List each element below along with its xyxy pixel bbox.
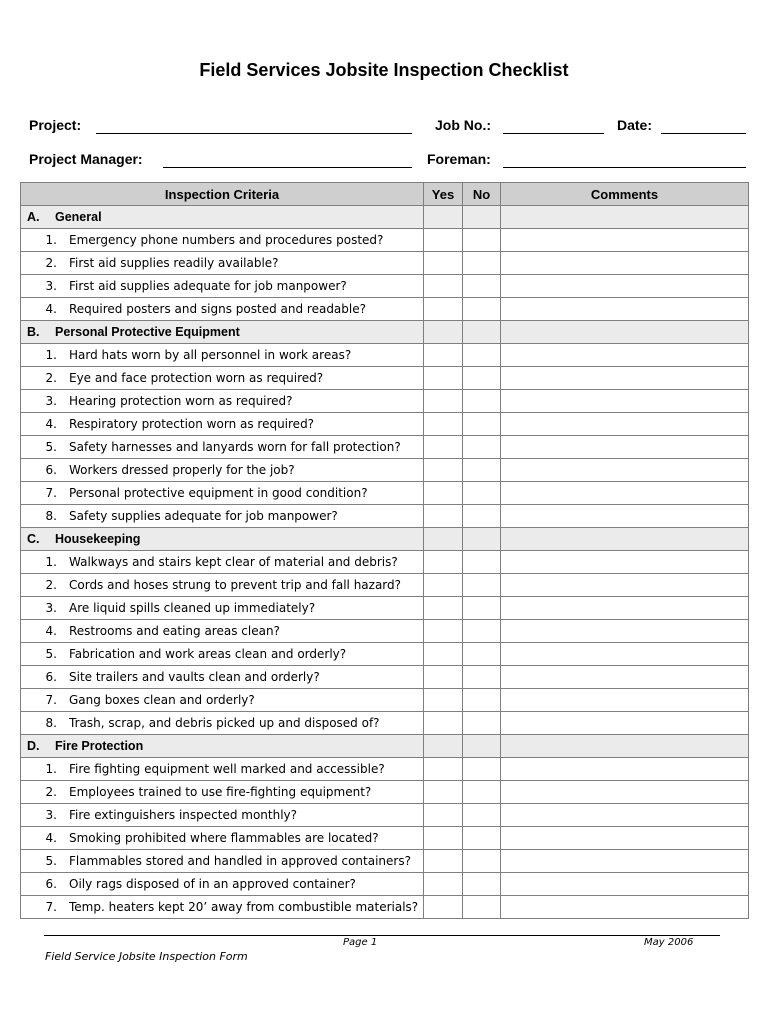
job-no-field[interactable] [503, 133, 604, 134]
section-letter: D. [27, 739, 40, 753]
item-number: 6. [45, 670, 57, 684]
item-number: 1. [45, 233, 57, 247]
criteria-cell [21, 666, 424, 689]
table-row [21, 390, 749, 413]
yes-checkbox-cell[interactable] [424, 459, 463, 482]
table-row [21, 367, 749, 390]
criteria-cell [21, 413, 424, 436]
comments-cell[interactable] [501, 459, 749, 482]
yes-checkbox-cell[interactable] [424, 367, 463, 390]
comments-cell[interactable] [501, 689, 749, 712]
section-name: Fire Protection [55, 739, 144, 753]
criteria-cell [21, 873, 424, 896]
criteria-cell [21, 620, 424, 643]
criteria-cell [21, 804, 424, 827]
table-row [21, 459, 749, 482]
item-number: 8. [45, 509, 57, 523]
section-name: General [55, 210, 102, 224]
item-number: 3. [45, 394, 57, 408]
comments-cell[interactable] [501, 298, 749, 321]
table-row [21, 482, 749, 505]
comments-cell[interactable] [501, 643, 749, 666]
table-header-row [21, 183, 749, 206]
criteria-cell [21, 390, 424, 413]
item-number: 6. [45, 877, 57, 891]
date-label: Date: [617, 117, 653, 133]
project-field[interactable] [96, 133, 412, 134]
table-row [21, 620, 749, 643]
comments-cell[interactable] [501, 367, 749, 390]
item-number: 2. [45, 578, 57, 592]
foreman-label: Foreman: [427, 151, 491, 167]
item-text: Hard hats worn by all personnel in work areas? [69, 348, 352, 362]
criteria-cell [21, 712, 424, 735]
no-checkbox-cell[interactable] [463, 344, 501, 367]
criteria-cell [21, 482, 424, 505]
section-no-cell [463, 206, 501, 229]
item-text: Personal protective equipment in good condition? [69, 486, 368, 500]
comments-cell[interactable] [501, 482, 749, 505]
inspection-table [20, 182, 749, 919]
no-checkbox-cell[interactable] [463, 850, 501, 873]
section-heading [21, 206, 424, 229]
item-number: 3. [45, 601, 57, 615]
section-row [21, 321, 749, 344]
table-row [21, 758, 749, 781]
item-text: Workers dressed properly for the job? [69, 463, 295, 477]
no-checkbox-cell[interactable] [463, 459, 501, 482]
no-checkbox-cell[interactable] [463, 436, 501, 459]
section-yes-cell [424, 735, 463, 758]
item-text: Trash, scrap, and debris picked up and disposed of? [69, 716, 380, 730]
page-title: Field Services Jobsite Inspection Checklist [199, 60, 569, 80]
section-row [21, 206, 749, 229]
table-row [21, 597, 749, 620]
criteria-cell [21, 505, 424, 528]
section-yes-cell [424, 528, 463, 551]
criteria-cell [21, 252, 424, 275]
criteria-cell [21, 643, 424, 666]
section-name: Housekeeping [55, 532, 141, 546]
section-letter: A. [27, 210, 40, 224]
footer-date: May 2006 [644, 937, 694, 948]
yes-checkbox-cell[interactable] [424, 298, 463, 321]
section-comments-cell [501, 528, 749, 551]
item-number: 1. [45, 555, 57, 569]
yes-checkbox-cell[interactable] [424, 712, 463, 735]
no-checkbox-cell[interactable] [463, 620, 501, 643]
no-checkbox-cell[interactable] [463, 643, 501, 666]
item-text: Fire fighting equipment well marked and accessible? [69, 762, 385, 776]
table-row [21, 689, 749, 712]
item-text: Temp. heaters kept 20’ away from combustible materials? [69, 900, 419, 914]
table-row [21, 505, 749, 528]
criteria-cell [21, 896, 424, 919]
section-row [21, 528, 749, 551]
table-row [21, 344, 749, 367]
item-number: 7. [45, 486, 57, 500]
no-checkbox-cell[interactable] [463, 551, 501, 574]
section-row [21, 735, 749, 758]
criteria-cell [21, 459, 424, 482]
item-text: First aid supplies adequate for job manpower? [69, 279, 347, 293]
item-text: First aid supplies readily available? [69, 256, 279, 270]
table-row [21, 413, 749, 436]
criteria-cell [21, 367, 424, 390]
table-row [21, 873, 749, 896]
comments-cell[interactable] [501, 574, 749, 597]
yes-checkbox-cell[interactable] [424, 252, 463, 275]
criteria-cell [21, 436, 424, 459]
comments-cell[interactable] [501, 275, 749, 298]
table-row [21, 804, 749, 827]
comments-cell[interactable] [501, 712, 749, 735]
yes-checkbox-cell[interactable] [424, 597, 463, 620]
item-text: Emergency phone numbers and procedures posted? [69, 233, 384, 247]
criteria-cell [21, 850, 424, 873]
item-number: 5. [45, 647, 57, 661]
table-row [21, 298, 749, 321]
table-row [21, 850, 749, 873]
yes-checkbox-cell[interactable] [424, 689, 463, 712]
item-text: Fire extinguishers inspected monthly? [69, 808, 298, 822]
no-checkbox-cell[interactable] [463, 229, 501, 252]
comments-cell[interactable] [501, 896, 749, 919]
comments-cell[interactable] [501, 620, 749, 643]
yes-checkbox-cell[interactable] [424, 666, 463, 689]
no-checkbox-cell[interactable] [463, 413, 501, 436]
item-text: Safety harnesses and lanyards worn for fall protection? [69, 440, 401, 454]
yes-checkbox-cell[interactable] [424, 436, 463, 459]
item-number: 8. [45, 716, 57, 730]
date-field[interactable] [661, 133, 746, 134]
header-yes: Yes [424, 183, 463, 206]
project-manager-field[interactable] [163, 167, 412, 168]
yes-checkbox-cell[interactable] [424, 482, 463, 505]
comments-cell[interactable] [501, 666, 749, 689]
item-number: 4. [45, 417, 57, 431]
section-no-cell [463, 321, 501, 344]
criteria-cell [21, 827, 424, 850]
item-number: 6. [45, 463, 57, 477]
item-text: Cords and hoses strung to prevent trip and fall hazard? [69, 578, 402, 592]
section-no-cell [463, 735, 501, 758]
yes-checkbox-cell[interactable] [424, 390, 463, 413]
table-row [21, 252, 749, 275]
section-yes-cell [424, 321, 463, 344]
comments-cell[interactable] [501, 390, 749, 413]
no-checkbox-cell[interactable] [463, 275, 501, 298]
comments-cell[interactable] [501, 781, 749, 804]
comments-cell[interactable] [501, 413, 749, 436]
item-number: 4. [45, 302, 57, 316]
item-text: Safety supplies adequate for job manpower? [69, 509, 338, 523]
item-text: Required posters and signs posted and readable? [69, 302, 366, 316]
no-checkbox-cell[interactable] [463, 666, 501, 689]
no-checkbox-cell[interactable] [463, 689, 501, 712]
yes-checkbox-cell[interactable] [424, 850, 463, 873]
job-no-label: Job No.: [435, 117, 491, 133]
yes-checkbox-cell[interactable] [424, 781, 463, 804]
criteria-cell [21, 344, 424, 367]
no-checkbox-cell[interactable] [463, 298, 501, 321]
section-letter: B. [27, 325, 40, 339]
footer-form-name: Field Service Jobsite Inspection Form [45, 950, 248, 963]
yes-checkbox-cell[interactable] [424, 505, 463, 528]
item-text: Respiratory protection worn as required? [69, 417, 315, 431]
table-row [21, 666, 749, 689]
section-name: Personal Protective Equipment [55, 325, 240, 339]
item-text: Fabrication and work areas clean and orderly? [69, 647, 347, 661]
criteria-cell [21, 781, 424, 804]
item-number: 1. [45, 762, 57, 776]
item-text: Are liquid spills cleaned up immediately? [69, 601, 316, 615]
yes-checkbox-cell[interactable] [424, 643, 463, 666]
table-row [21, 436, 749, 459]
section-comments-cell [501, 735, 749, 758]
criteria-cell [21, 597, 424, 620]
no-checkbox-cell[interactable] [463, 712, 501, 735]
item-text: Oily rags disposed of in an approved container? [69, 877, 356, 891]
comments-cell[interactable] [501, 597, 749, 620]
checklist-body [21, 206, 749, 919]
section-heading [21, 735, 424, 758]
table-row [21, 781, 749, 804]
item-text: Gang boxes clean and orderly? [69, 693, 255, 707]
no-checkbox-cell[interactable] [463, 827, 501, 850]
comments-cell[interactable] [501, 827, 749, 850]
header-comments: Comments [501, 183, 749, 206]
no-checkbox-cell[interactable] [463, 804, 501, 827]
yes-checkbox-cell[interactable] [424, 344, 463, 367]
footer-page: Page 1 [343, 937, 378, 948]
table-row [21, 551, 749, 574]
item-number: 2. [45, 371, 57, 385]
yes-checkbox-cell[interactable] [424, 229, 463, 252]
comments-cell[interactable] [501, 551, 749, 574]
footer-divider [44, 935, 720, 936]
criteria-cell [21, 758, 424, 781]
no-checkbox-cell[interactable] [463, 896, 501, 919]
yes-checkbox-cell[interactable] [424, 275, 463, 298]
yes-checkbox-cell[interactable] [424, 896, 463, 919]
item-number: 5. [45, 854, 57, 868]
criteria-cell [21, 275, 424, 298]
no-checkbox-cell[interactable] [463, 390, 501, 413]
item-number: 4. [45, 831, 57, 845]
table-row [21, 896, 749, 919]
criteria-cell [21, 551, 424, 574]
item-text: Restrooms and eating areas clean? [69, 624, 280, 638]
project-label: Project: [29, 117, 82, 133]
item-number: 7. [45, 693, 57, 707]
item-text: Site trailers and vaults clean and orderly? [69, 670, 320, 684]
yes-checkbox-cell[interactable] [424, 873, 463, 896]
table-row [21, 643, 749, 666]
criteria-cell [21, 689, 424, 712]
section-comments-cell [501, 321, 749, 344]
table-row [21, 574, 749, 597]
yes-checkbox-cell[interactable] [424, 620, 463, 643]
header-no: No [463, 183, 501, 206]
no-checkbox-cell[interactable] [463, 781, 501, 804]
item-number: 7. [45, 900, 57, 914]
comments-cell[interactable] [501, 252, 749, 275]
project-manager-label: Project Manager: [29, 151, 143, 167]
foreman-field[interactable] [503, 167, 746, 168]
item-number: 5. [45, 440, 57, 454]
yes-checkbox-cell[interactable] [424, 758, 463, 781]
no-checkbox-cell[interactable] [463, 574, 501, 597]
item-text: Eye and face protection worn as required? [69, 371, 324, 385]
item-number: 2. [45, 256, 57, 270]
item-number: 1. [45, 348, 57, 362]
comments-cell[interactable] [501, 229, 749, 252]
yes-checkbox-cell[interactable] [424, 551, 463, 574]
item-text: Flammables stored and handled in approved containers? [69, 854, 411, 868]
criteria-cell [21, 298, 424, 321]
no-checkbox-cell[interactable] [463, 482, 501, 505]
no-checkbox-cell[interactable] [463, 758, 501, 781]
table-row [21, 229, 749, 252]
section-no-cell [463, 528, 501, 551]
yes-checkbox-cell[interactable] [424, 827, 463, 850]
item-number: 3. [45, 808, 57, 822]
table-row [21, 275, 749, 298]
comments-cell[interactable] [501, 758, 749, 781]
item-text: Employees trained to use fire-fighting equipment? [69, 785, 372, 799]
comments-cell[interactable] [501, 850, 749, 873]
criteria-cell [21, 574, 424, 597]
header-inspection-criteria: Inspection Criteria [21, 183, 424, 206]
section-letter: C. [27, 532, 40, 546]
yes-checkbox-cell[interactable] [424, 804, 463, 827]
section-heading [21, 528, 424, 551]
yes-checkbox-cell[interactable] [424, 413, 463, 436]
item-number: 3. [45, 279, 57, 293]
item-text: Smoking prohibited where flammables are located? [69, 831, 379, 845]
comments-cell[interactable] [501, 505, 749, 528]
no-checkbox-cell[interactable] [463, 367, 501, 390]
yes-checkbox-cell[interactable] [424, 574, 463, 597]
table-row [21, 712, 749, 735]
item-number: 2. [45, 785, 57, 799]
comments-cell[interactable] [501, 873, 749, 896]
item-number: 4. [45, 624, 57, 638]
section-comments-cell [501, 206, 749, 229]
table-row [21, 827, 749, 850]
comments-cell[interactable] [501, 344, 749, 367]
no-checkbox-cell[interactable] [463, 873, 501, 896]
section-yes-cell [424, 206, 463, 229]
section-heading [21, 321, 424, 344]
item-text: Hearing protection worn as required? [69, 394, 293, 408]
comments-cell[interactable] [501, 436, 749, 459]
item-text: Walkways and stairs kept clear of material and debris? [69, 555, 398, 569]
comments-cell[interactable] [501, 804, 749, 827]
no-checkbox-cell[interactable] [463, 597, 501, 620]
criteria-cell [21, 229, 424, 252]
no-checkbox-cell[interactable] [463, 505, 501, 528]
no-checkbox-cell[interactable] [463, 252, 501, 275]
